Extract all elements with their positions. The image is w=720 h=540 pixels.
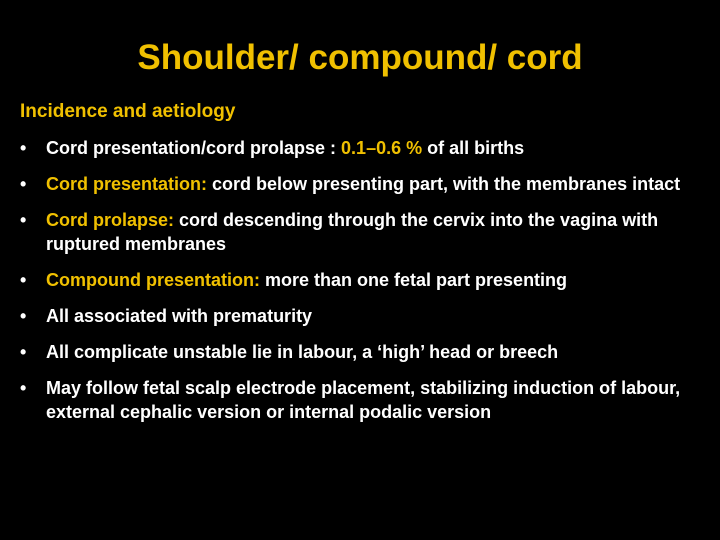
bullet-dot-icon: •: [20, 342, 27, 362]
bullet-dot-icon: •: [20, 306, 27, 326]
bullet-dot-icon: •: [20, 270, 27, 290]
section-subtitle: Incidence and aetiology: [20, 101, 236, 122]
incidence-value: 0.1–0.6 %: [341, 138, 423, 158]
bullet-prematurity: [20, 304, 716, 328]
slide-title: Shoulder/ compound/ cord: [137, 38, 583, 77]
bullet-unstable-lie: [20, 340, 716, 364]
bullet-term: Cord presentation:: [46, 174, 213, 194]
bullet-incidence: [20, 136, 716, 160]
bullet-text-tail: of all births: [422, 138, 525, 158]
bullet-text: All complicate unstable lie in labour, a ‘high’ head or breech: [46, 342, 559, 362]
bullet-dot-icon: •: [20, 210, 27, 230]
bullet-term: Compound presentation:: [46, 270, 260, 290]
bullet-dot-icon: •: [20, 378, 27, 398]
bullet-dot-icon: •: [20, 138, 27, 158]
bullet-definition: more than one fetal part presenting: [260, 270, 568, 290]
bullet-term: Cord prolapse:: [46, 210, 175, 230]
bullet-cord-presentation: [20, 172, 716, 196]
bullet-list: [20, 136, 716, 436]
bullet-text: Cord presentation/cord prolapse :: [46, 138, 342, 158]
bullet-dot-icon: •: [20, 174, 27, 194]
bullet-procedures: [20, 376, 716, 424]
bullet-compound-presentation: [20, 268, 716, 292]
bullet-text: All associated with prematurity: [46, 306, 313, 326]
bullet-definition: cord descending through the cervix into the vagina with ruptured membranes: [46, 210, 659, 254]
bullet-cord-prolapse: [20, 208, 716, 256]
bullet-definition: cord below presenting part, with the membranes intact: [212, 174, 681, 194]
bullet-text: May follow fetal scalp electrode placement, stabilizing induction of labour, external cephalic version or internal podalic version: [46, 378, 681, 422]
